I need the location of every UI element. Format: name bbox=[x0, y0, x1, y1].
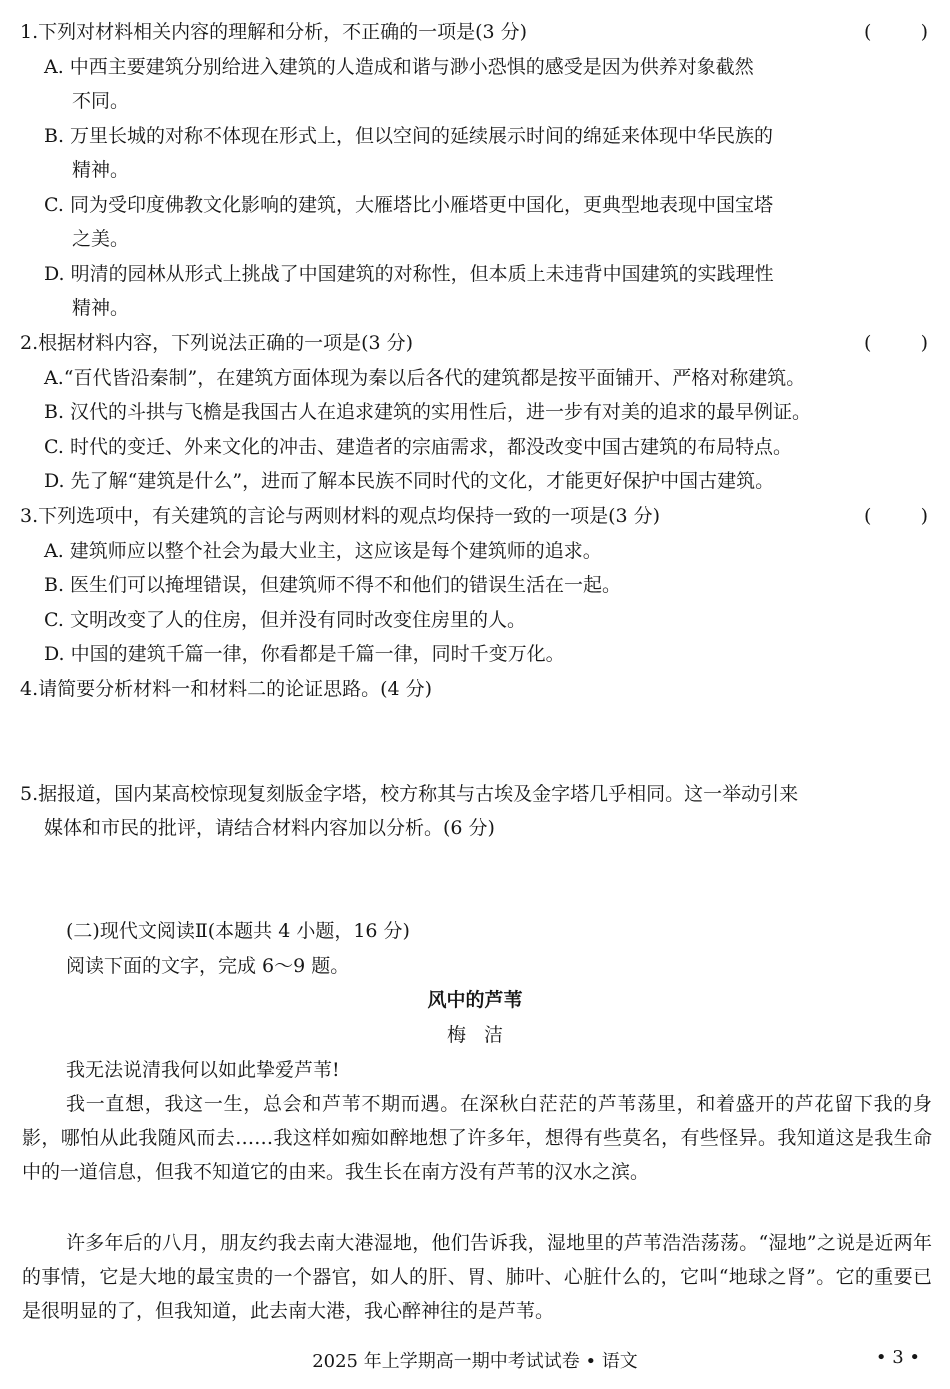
question-5-stem-line-1: 5.据报道，国内某高校惊现复刻版金字塔，校方称其与古埃及金字塔几乎相同。这一举动引来 bbox=[20, 783, 799, 805]
question-1-option-a: A. 中西主要建筑分别给进入建筑的人造成和谐与渺小恐惧的感受是因为供养对象截然 bbox=[44, 56, 754, 78]
question-1-option-b-cont: 精神。 bbox=[72, 159, 130, 181]
section-heading: (二)现代文阅读Ⅱ(本题共 4 小题，16 分) bbox=[66, 920, 410, 942]
article-title: 风中的芦苇 bbox=[427, 989, 523, 1011]
question-2-stem: 2.根据材料内容，下列说法正确的一项是(3 分) bbox=[20, 332, 414, 354]
question-1-option-c-cont: 之美。 bbox=[72, 228, 130, 250]
question-3-option-c: C. 文明改变了人的住房，但并没有同时改变住房里的人。 bbox=[44, 609, 526, 631]
answer-bracket-2[interactable]: ( ) bbox=[864, 332, 928, 354]
question-3-option-d: D. 中国的建筑千篇一律，你看都是千篇一律，同时千变万化。 bbox=[44, 643, 565, 665]
answer-bracket-1[interactable]: ( ) bbox=[864, 21, 928, 43]
question-1-option-b: B. 万里长城的对称不体现在形式上，但以空间的延续展示时间的绵延来体现中华民族的 bbox=[44, 125, 774, 147]
question-2-option-d: D. 先了解“建筑是什么”，进而了解本民族不同时代的文化，才能更好保护中国古建筑。 bbox=[44, 470, 775, 492]
answer-bracket-3[interactable]: ( ) bbox=[864, 505, 928, 527]
question-5-stem-line-2: 媒体和市民的批评，请结合材料内容加以分析。(6 分) bbox=[44, 817, 495, 839]
question-1-option-d: D. 明清的园林从形式上挑战了中国建筑的对称性，但本质上未违背中国建筑的实践理性 bbox=[44, 263, 774, 285]
article-paragraph-1: 我无法说清我何以如此挚爱芦苇! bbox=[66, 1059, 340, 1081]
section-instruction: 阅读下面的文字，完成 6～9 题。 bbox=[66, 955, 350, 977]
page-footer: 2025 年上学期高一期中考试试卷 • 语文 bbox=[312, 1351, 638, 1372]
question-2-option-a: A.“百代皆沿秦制”，在建筑方面体现为秦以后各代的建筑都是按平面铺开、严格对称建筑。 bbox=[44, 367, 806, 389]
question-4-stem: 4.请简要分析材料一和材料二的论证思路。(4 分) bbox=[20, 678, 433, 700]
article-author: 梅洁 bbox=[446, 1024, 521, 1046]
question-3-option-b: B. 医生们可以掩埋错误，但建筑师不得不和他们的错误生活在一起。 bbox=[44, 574, 622, 596]
article-paragraph-3: 许多年后的八月，朋友约我去南大港湿地，他们告诉我，湿地里的芦苇浩浩荡荡。“湿地”之说是近两年的事情，它是大地的最宝贵的一个器官，如人的肝、胃、肺叶、心脏什么的，它叫“地球之肾”。它的重要已是很明显的了，但我知道，此去南大港，我心醉神往的是芦苇。 bbox=[22, 1232, 932, 1322]
article-paragraph-2: 我一直想，我这一生，总会和芦苇不期而遇。在深秋白茫茫的芦苇荡里，和着盛开的芦花留下我的身影，哪怕从此我随风而去……我这样如痴如醉地想了许多年，想得有些莫名，有些怪异。我知道这是我生命中的一道信息，但我不知道它的由来。我生长在南方没有芦苇的汉水之滨。 bbox=[22, 1093, 932, 1183]
question-1-option-d-cont: 精神。 bbox=[72, 297, 130, 319]
question-1-option-c: C. 同为受印度佛教文化影响的建筑，大雁塔比小雁塔更中国化，更典型地表现中国宝塔 bbox=[44, 194, 773, 216]
question-1-stem: 1.下列对材料相关内容的理解和分析，不正确的一项是(3 分) bbox=[20, 21, 528, 43]
question-2-option-c: C. 时代的变迁、外来文化的冲击、建造者的宗庙需求，都没改变中国古建筑的布局特点。 bbox=[44, 436, 792, 458]
page-number: • 3 • bbox=[875, 1347, 920, 1368]
question-1-option-a-cont: 不同。 bbox=[72, 90, 130, 112]
question-2-option-b: B. 汉代的斗拱与飞檐是我国古人在追求建筑的实用性后，进一步有对美的追求的最早例证。 bbox=[44, 401, 812, 423]
question-3-option-a: A. 建筑师应以整个社会为最大业主，这应该是每个建筑师的追求。 bbox=[44, 540, 602, 562]
question-3-stem: 3.下列选项中，有关建筑的言论与两则材料的观点均保持一致的一项是(3 分) bbox=[20, 505, 661, 527]
